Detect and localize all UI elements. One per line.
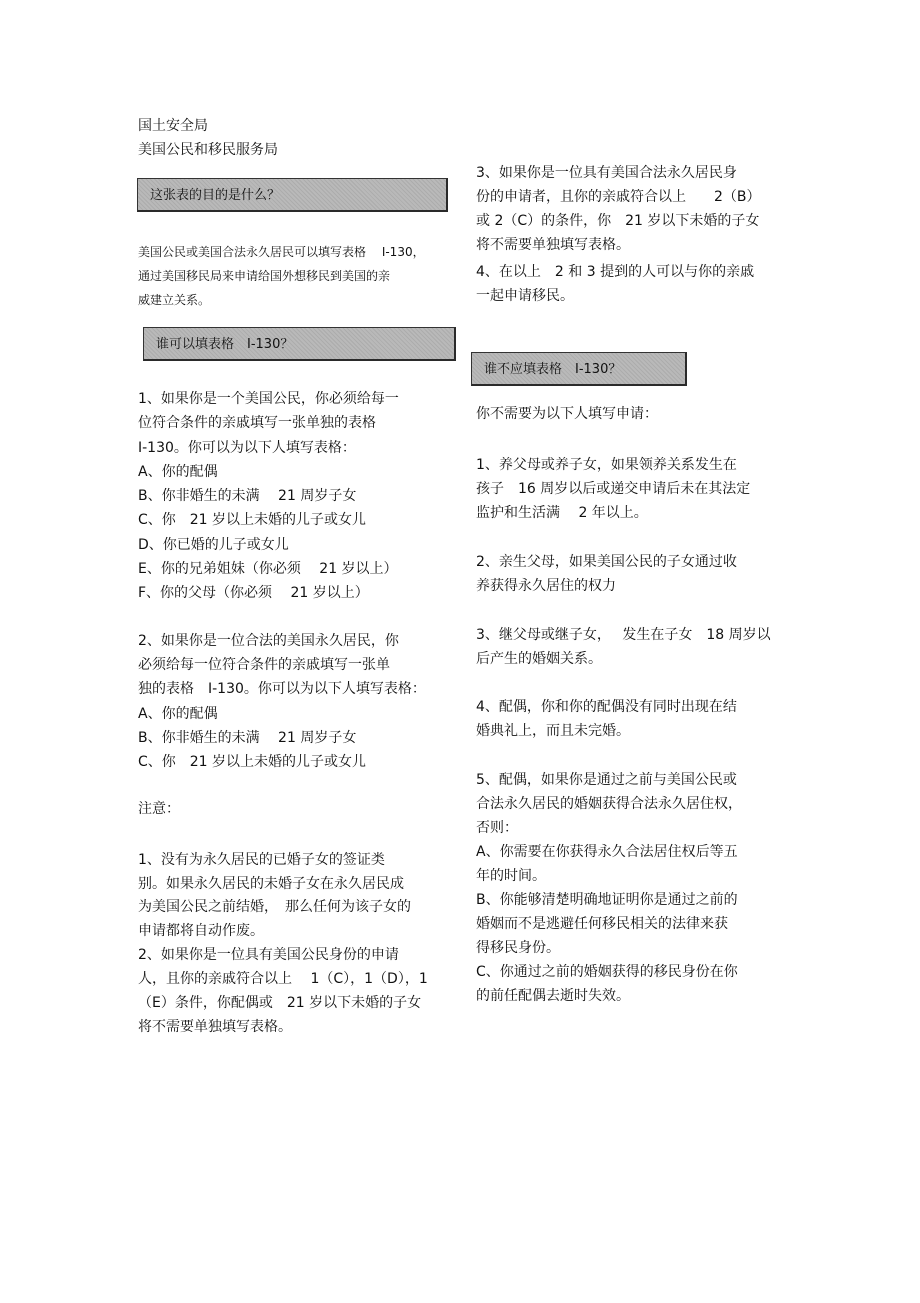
who-can-line: 独的表格 I-130。你可以为以下人填写表格： [138,681,426,697]
purpose-text-line: 威建立关系。 [138,293,211,307]
who-can-line: A、你的配偶 [138,464,218,480]
agency-name-line2: 美国公民和移民服务局 [138,142,278,158]
who-not-line: 否则： [476,820,518,836]
who-not-line: 合法永久居民的婚姻获得合法永久居住权， [476,796,742,812]
note-line: 1、没有为永久居民的已婚子女的签证类 [138,852,385,868]
section-header-purpose [137,178,448,212]
who-can-line: E、你的兄弟姐妹（你必须 21 岁以上） [138,561,398,577]
who-not-line: C、你通过之前的婚姻获得的移民身份在你 [476,964,738,980]
who-can-line: 必须给每一位符合条件的亲戚填写一张单 [138,657,390,673]
who-can-line: C、你 21 岁以上未婚的儿子或女儿 [138,754,367,770]
who-not-line: 养获得永久居住的权力 [476,578,616,594]
who-not-line: 婚姻而不是逃避任何移民相关的法律来获 [476,916,728,932]
who-can-line: 2、如果你是一位合法的美国永久居民，你 [138,633,399,649]
who-not-line: B、你能够清楚明确地证明你是通过之前的 [476,892,738,908]
note-line: 人，且你的亲戚符合以上 1（C），1（D），1 [138,971,428,987]
who-can-line: A、你的配偶 [138,706,218,722]
who-not-line: 4、配偶，你和你的配偶没有同时出现在结 [476,699,737,715]
who-can-line: F、你的父母（你必须 21 岁以上） [138,585,369,601]
who-can-line: 1、如果你是一个美国公民，你必须给每一 [138,391,399,407]
note-line: 2、如果你是一位具有美国公民身份的申请 [138,947,399,963]
note-line: 申请都将自动作废。 [138,923,264,939]
who-can-line: C、你 21 岁以上未婚的儿子或女儿 [138,512,367,528]
who-can-line: D、你已婚的儿子或女儿 [138,537,289,553]
continued-line: 份的申请者，且你的亲戚符合以上 2（B） [476,189,761,205]
continued-line: 或 2（C）的条件，你 21 岁以下未婚的子女 [476,213,760,229]
who-not-line: 5、配偶，如果你是通过之前与美国公民或 [476,772,737,788]
continued-line: 将不需要单独填写表格。 [476,237,630,253]
section-heading-who-not: 谁不应填表格 I-130？ [484,362,622,377]
who-not-line: 的前任配偶去逝时失效。 [476,988,630,1004]
continued-line: 一起申请移民。 [476,288,574,304]
note-line: 别。如果永久居民的未婚子女在永久居民成 [138,876,404,892]
section-header-who-can [143,327,456,361]
section-header-who-not [471,352,687,386]
who-not-line: 3、继父母或继子女， 发生在子女 18 周岁以 [476,627,771,643]
who-not-line: 得移民身份。 [476,940,560,956]
who-not-line: 2、亲生父母，如果美国公民的子女通过收 [476,554,737,570]
agency-name-line1: 国土安全局 [138,118,208,134]
who-not-line: A、你需要在你获得永久合法居住权后等五 [476,844,738,860]
note-line: （E）条件，你配偶或 21 岁以下未婚的子女 [138,995,422,1011]
continued-line: 4、在以上 2 和 3 提到的人可以与你的亲戚 [476,264,755,280]
who-not-line: 后产生的婚姻关系。 [476,651,602,667]
section-heading-who-can: 谁可以填表格 I-130？ [156,337,294,352]
who-can-line: B、你非婚生的未满 21 周岁子女 [138,488,357,504]
who-not-line: 年的时间。 [476,868,546,884]
purpose-text-line: 通过美国移民局来申请给国外想移民到美国的亲 [138,269,391,283]
continued-line: 3、如果你是一位具有美国合法永久居民身 [476,165,737,181]
who-not-intro: 你不需要为以下人填写申请： [476,406,658,422]
who-can-line: 位符合条件的亲戚填写一张单独的表格 [138,415,376,431]
note-line: 为美国公民之前结婚， 那么任何为该子女的 [138,899,411,915]
who-can-line: I-130。你可以为以下人填写表格： [138,440,356,456]
note-line: 将不需要单独填写表格。 [138,1019,292,1035]
section-heading-purpose: 这张表的目的是什么？ [150,188,281,203]
who-can-line: B、你非婚生的未满 21 周岁子女 [138,730,357,746]
who-not-line: 监护和生活满 2 年以上。 [476,505,648,521]
note-label: 注意： [138,801,180,817]
purpose-text-line: 美国公民或美国合法永久居民可以填写表格 I-130， [138,245,425,259]
who-not-line: 婚典礼上，而且未完婚。 [476,723,630,739]
who-not-line: 孩子 16 周岁以后或递交申请后未在其法定 [476,481,751,497]
who-not-line: 1、养父母或养子女，如果领养关系发生在 [476,457,737,473]
